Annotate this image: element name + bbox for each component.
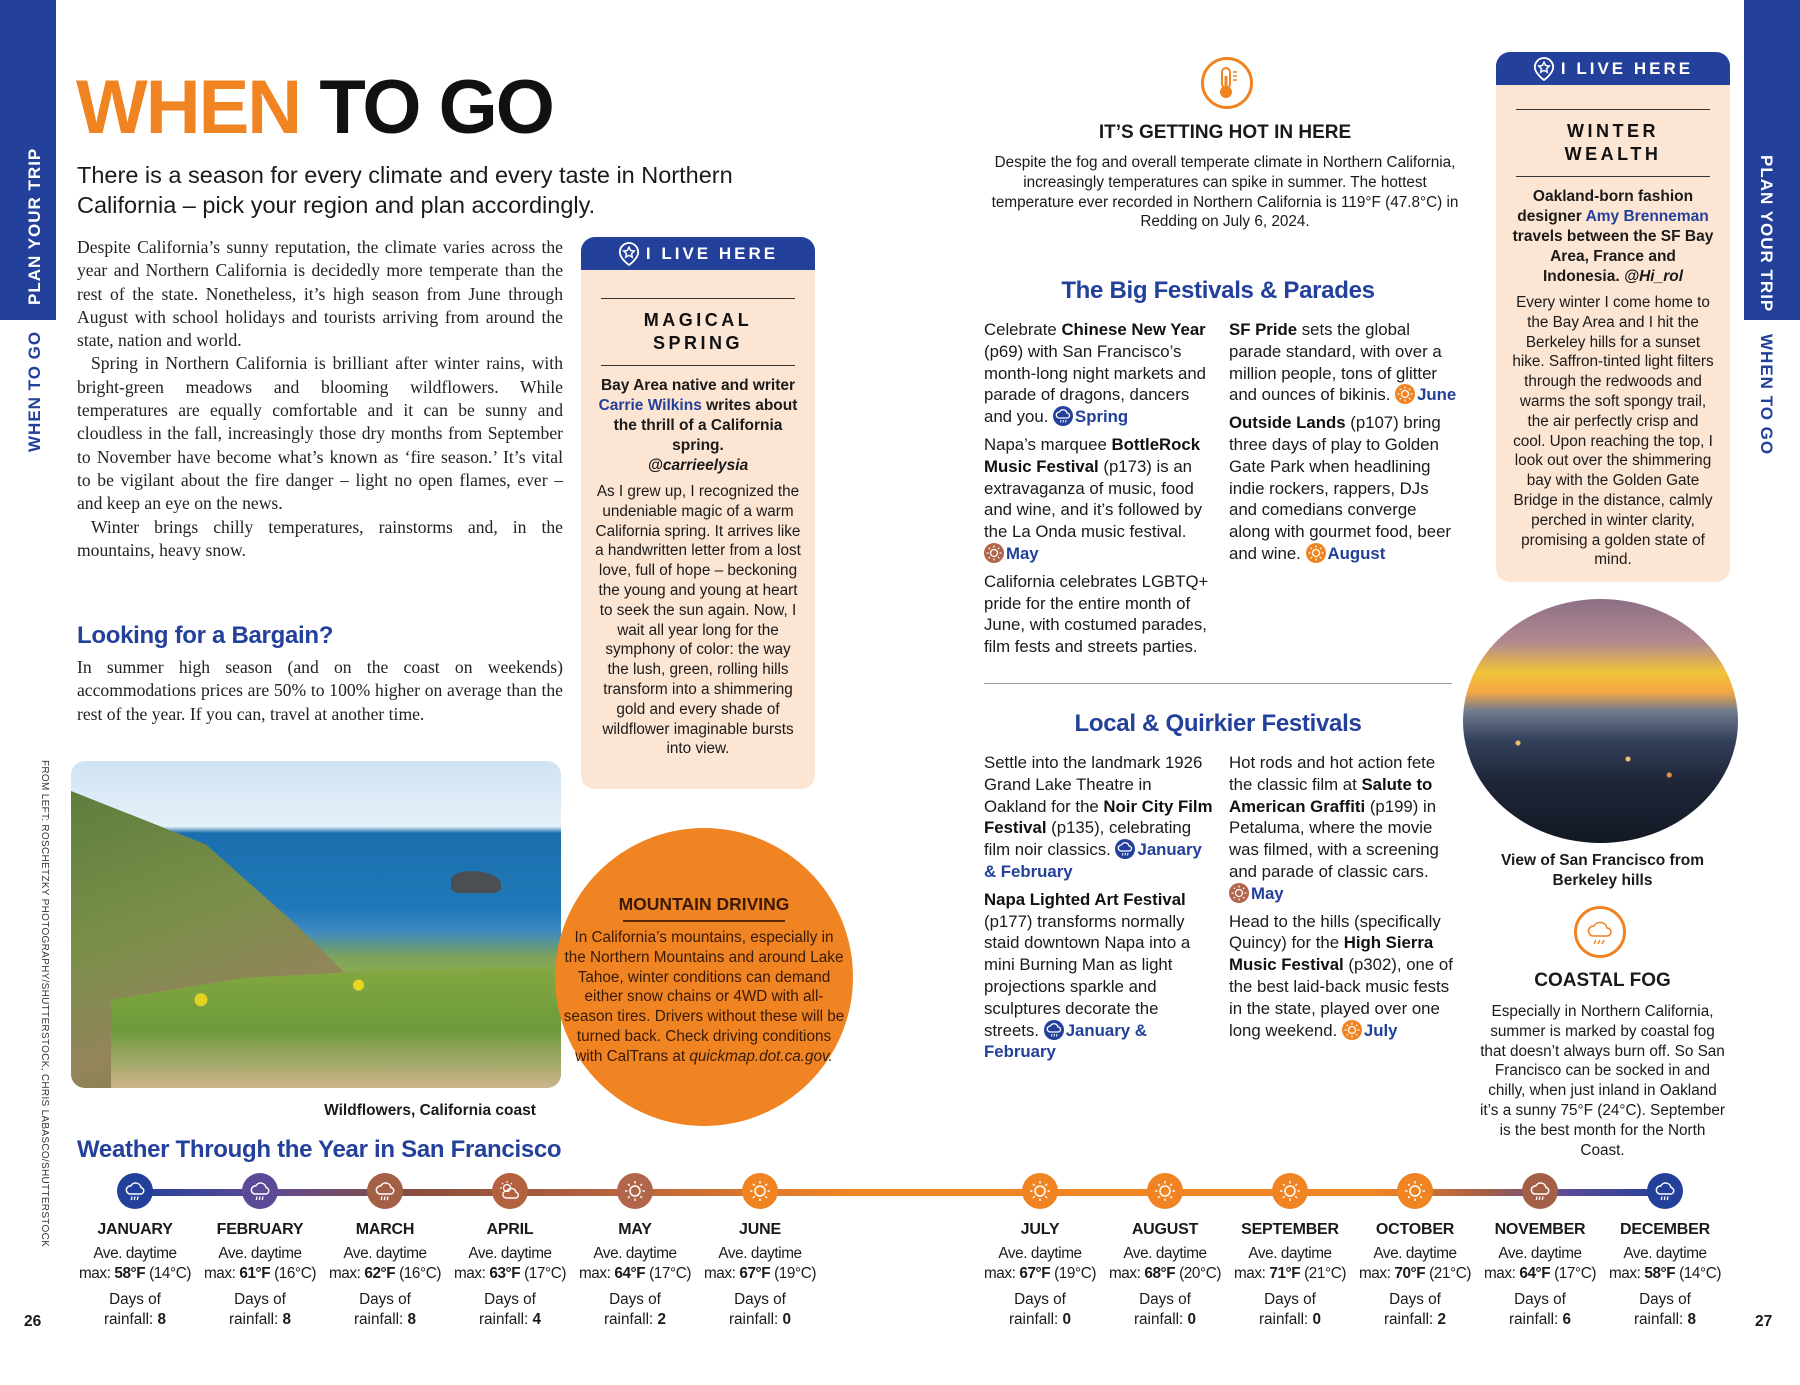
- month-temperature: Ave. daytime max: 70°F (21°C): [1358, 1245, 1472, 1282]
- card-body: Every winter I come home to the Bay Area and I hit the Berkeley hills for a sunset hike. Saffron-tinted light filters through the redwoods and warms the soft spongy trail, the air perfectly crisp and cool. Upon reaching the top, I look out over the shimmering bay with the Golden Gate Bridge in the distance, calmly perched in winter clarity, promising a golden state of mind.: [1512, 294, 1714, 569]
- rain-cloud-icon: [367, 1173, 403, 1209]
- intro-paragraph: Spring in Northern California is brilliant after winter rains, with bright-green meadows and blooming wildflowers. While temperatures are equally comfortable and it can be sunny and cloudless in the fall, increasingly those dry months from September to November have become what’s known as ‘fire season.’ It’s vital to be vigilant about the fire danger – light no open flames, ever – and keep an eye on the news.: [77, 353, 563, 514]
- month-name: NOVEMBER: [1494, 1221, 1586, 1238]
- month-rainfall: Days of rainfall: 0: [728, 1291, 792, 1328]
- weather-month-february: [197, 1173, 323, 1329]
- weather-month-september: [1227, 1173, 1353, 1329]
- month-temperature: Ave. daytime max: 67°F (19°C): [983, 1245, 1097, 1282]
- sun-icon: [617, 1173, 653, 1209]
- card-body: As I grew up, I recognized the undeniable magic of a warm California spring. It arrives like a handwritten letter from a lost love, full of hope – beckoning the young and young at heart to seek the sun again. Now, I wait all year long for the symphony of color: the way the lush, green, rolling hills transform into a shimmering gold and every shade of wildflower imaginable bursts into view.: [595, 483, 801, 758]
- month-name: JULY: [1020, 1221, 1060, 1238]
- month-name: JANUARY: [97, 1221, 173, 1238]
- month-rainfall: Days of rainfall: 8: [353, 1291, 417, 1328]
- rain-cloud-icon: [1647, 1173, 1683, 1209]
- author-name: Amy Brenneman: [1585, 208, 1709, 225]
- weather-month-november: [1477, 1173, 1603, 1329]
- sun-icon: [1272, 1173, 1308, 1209]
- month-temperature: Ave. daytime max: 64°F (17°C): [578, 1245, 692, 1282]
- section-label-right: PLAN YOUR TRIP: [1757, 155, 1776, 313]
- festival-item: Hot rods and hot action fete the classic film at Salute to American Graffiti (p199) in Petaluma, where the movie was filmed, with a screening and parade of classic cars. May: [1229, 753, 1439, 903]
- month-temperature: Ave. daytime max: 58°F (14°C): [1608, 1245, 1722, 1282]
- month-temperature: Ave. daytime max: 61°F (16°C): [203, 1245, 317, 1282]
- thermometer-icon: [1201, 57, 1253, 109]
- festival-item: Outside Lands (p107) bring three days of play to Golden Gate Park when headlining indie rockers, rappers, DJs and comedians converge along with gourmet food, beer and wine. August: [1229, 413, 1452, 563]
- page-number-right: 27: [1755, 1313, 1773, 1330]
- sun-icon: [1229, 883, 1249, 903]
- rain-cloud-icon: [1053, 406, 1073, 426]
- sun-icon: [1342, 1020, 1362, 1040]
- mountain-driving-title: MOUNTAIN DRIVING: [618, 894, 790, 914]
- weather-month-december: [1602, 1173, 1728, 1329]
- festival-item: SF Pride sets the global parade standard, with over a million people, tons of glitter and ounces of bikinis. June: [1229, 320, 1457, 405]
- weather-month-may: [572, 1173, 698, 1329]
- weather-month-august: [1102, 1173, 1228, 1329]
- month-rainfall: Days of rainfall: 0: [1258, 1291, 1322, 1328]
- big-festivals-col-1: [984, 319, 1212, 664]
- mountain-divider: [623, 920, 785, 922]
- month-rainfall: Days of rainfall: 8: [1633, 1291, 1697, 1328]
- month-rainfall: Days of rainfall: 8: [228, 1291, 292, 1328]
- month-temperature: Ave. daytime max: 71°F (21°C): [1233, 1245, 1347, 1282]
- month-rainfall: Days of rainfall: 0: [1133, 1291, 1197, 1328]
- chapter-label-right: WHEN TO GO: [1757, 334, 1776, 456]
- big-festivals-heading: The Big Festivals & Parades: [1061, 277, 1375, 304]
- sun-icon: [1147, 1173, 1183, 1209]
- caltrans-link[interactable]: quickmap.dot.ca.gov.: [689, 1047, 833, 1065]
- partly-cloudy-icon: [492, 1173, 528, 1209]
- weather-month-october: [1352, 1173, 1478, 1329]
- fog-text: Especially in Northern California, summer is marked by coastal fog that doesn’t always burn off. So San Francisco can be socked in and chilly, when just inland in Oakland it’s a sunny 75°F (24°C). September is the best month for the North Coast.: [1480, 1003, 1725, 1159]
- month-name: OCTOBER: [1375, 1221, 1455, 1238]
- bargain-heading: Looking for a Bargain?: [77, 622, 334, 649]
- i-live-here-badge: I LIVE HERE: [581, 237, 815, 270]
- sun-icon: [1395, 384, 1415, 404]
- rain-cloud-icon: [1522, 1173, 1558, 1209]
- month-name: DECEMBER: [1620, 1221, 1710, 1238]
- title-word-when: WHEN: [76, 65, 301, 150]
- author-name: Carrie Wilkins: [598, 397, 702, 414]
- photo-sf-from-berkeley: [1463, 599, 1738, 843]
- month-name: JUNE: [739, 1221, 781, 1238]
- map-pin-star-icon: [1533, 57, 1555, 81]
- i-live-here-badge: I LIVE HERE: [1496, 52, 1730, 85]
- month-rainfall: Days of rainfall: 8: [103, 1291, 167, 1328]
- standfirst: There is a season for every climate and every taste in Northern California – pick your region and plan accordingly.: [77, 162, 733, 218]
- big-festivals-col-2: [1229, 319, 1457, 571]
- weather-month-march: [322, 1173, 448, 1329]
- page-number-left: 26: [24, 1313, 42, 1330]
- photo-wildflowers-coast: [71, 761, 561, 1088]
- intro-paragraph: Winter brings chilly temperatures, rainstorms and, in the mountains, heavy snow.: [77, 516, 563, 560]
- rain-cloud-icon: [1044, 1020, 1064, 1040]
- card-intro: Bay Area native and writer Carrie Wilkins writes about the thrill of a California spring. @carrieelysia: [598, 377, 798, 474]
- local-festivals-col-2: [1229, 752, 1457, 1047]
- page-title: [76, 65, 553, 150]
- month-name: SEPTEMBER: [1241, 1221, 1339, 1238]
- title-word-to-go: TO GO: [319, 65, 553, 150]
- author-handle: @carrieelysia: [647, 457, 749, 474]
- weather-month-july: [977, 1173, 1103, 1329]
- month-name: MARCH: [355, 1221, 415, 1238]
- month-rainfall: Days of rainfall: 2: [603, 1291, 667, 1328]
- festival-item: Napa Lighted Art Festival (p177) transforms normally staid downtown Napa into a mini Burning Man as light projections sparkle and sculptures decorate the streets. January & February: [984, 889, 1191, 1062]
- i-live-here-card-winter: [1496, 52, 1730, 582]
- mountain-driving-text: In California’s mountains, especially in the Northern Mountains and around Lake Tahoe, winter conditions can demand either snow chains or 4WD with all-season tires. Drivers without these will be turned back. Check driving conditions with CalTrans at quickmap.dot.ca.gov.: [563, 929, 845, 1065]
- sun-icon: [1022, 1173, 1058, 1209]
- rain-cloud-icon: [1574, 906, 1626, 958]
- month-rainfall: Days of rainfall: 0: [1008, 1291, 1072, 1328]
- rain-cloud-icon: [242, 1173, 278, 1209]
- rain-cloud-icon: [117, 1173, 153, 1209]
- card-title: MAGICAL SPRING: [643, 310, 753, 353]
- month-temperature: Ave. daytime max: 64°F (17°C): [1483, 1245, 1597, 1282]
- fog-title: COASTAL FOG: [1534, 970, 1671, 991]
- weather-month-april: [447, 1173, 573, 1329]
- hot-text: Despite the fog and overall temperate climate in Northern California, increasingly temperatures can spike in summer. The hottest temperature ever recorded in Northern California is 119°F (47.8°C) in Redding on July 6, 2024.: [991, 154, 1459, 231]
- month-name: FEBRUARY: [216, 1221, 304, 1238]
- rain-cloud-icon: [1115, 839, 1135, 859]
- mountain-driving-box: [555, 828, 853, 1126]
- month-temperature: Ave. daytime max: 68°F (20°C): [1108, 1245, 1222, 1282]
- month-temperature: Ave. daytime max: 62°F (16°C): [328, 1245, 442, 1282]
- month-temperature: Ave. daytime max: 58°F (14°C): [78, 1245, 192, 1282]
- map-pin-star-icon: [618, 242, 640, 266]
- local-festivals-col-1: [984, 752, 1214, 1069]
- month-name: MAY: [618, 1221, 652, 1238]
- month-rainfall: Days of rainfall: 6: [1508, 1291, 1572, 1328]
- section-divider: [984, 683, 1452, 684]
- photo-credit: FROM LEFT: ROSCHETZKY PHOTOGRAPHY/SHUTTERSTOCK, CHRIS LABASCO/SHUTTERSTOCK: [39, 760, 50, 1248]
- i-live-here-card-spring: [581, 237, 815, 789]
- festival-item: Settle into the landmark 1926 Grand Lake Theatre in Oakland for the Noir City Film Festival (p135), celebrating film noir classics. January & February: [984, 753, 1213, 881]
- festival-item: Napa’s marquee BottleRock Music Festival (p173) is an extravaganza of music, food and wine, and it’s followed by the La Onda music festival. May: [984, 434, 1202, 563]
- card-intro: Oakland-born fashion designer Amy Brenneman travels between the SF Bay Area, France and Indonesia. @Hi_rol: [1512, 188, 1714, 285]
- month-rainfall: Days of rainfall: 4: [478, 1291, 542, 1328]
- sun-icon: [1306, 543, 1326, 563]
- photo-caption-sf: View of San Francisco from Berkeley hills: [1501, 852, 1704, 889]
- local-festivals-heading: Local & Quirkier Festivals: [1074, 710, 1362, 737]
- weather-title: Weather Through the Year in San Francisco: [77, 1136, 562, 1163]
- chapter-label-left: WHEN TO GO: [25, 330, 44, 452]
- card-title: WINTER WEALTH: [1564, 121, 1662, 164]
- month-temperature: Ave. daytime max: 67°F (19°C): [703, 1245, 817, 1282]
- month-name: APRIL: [486, 1221, 534, 1238]
- intro-paragraph: Despite California’s sunny reputation, the climate varies across the year and Northern California is decidedly more temperate than the rest of the state. Nonetheless, it’s high season from June through August with school holidays and tourists arriving from around the state, nation and world.: [77, 237, 563, 351]
- sun-icon: [1397, 1173, 1433, 1209]
- festival-item: California celebrates LGBTQ+ pride for the entire month of June, with costumed parades, film fests and streets parties.: [984, 571, 1209, 657]
- weather-month-january: [72, 1173, 198, 1329]
- hot-title: IT’S GETTING HOT IN HERE: [1098, 122, 1352, 143]
- photo-caption-coast: Wildflowers, California coast: [324, 1102, 536, 1119]
- author-handle: @Hi_rol: [1623, 268, 1683, 285]
- bargain-text: In summer high season (and on the coast on weekends) accommodations prices are 50% to 100% higher on average than the rest of the year. If you can, travel at another time.: [77, 657, 563, 724]
- weather-month-june: [697, 1173, 823, 1329]
- month-rainfall: Days of rainfall: 2: [1383, 1291, 1447, 1328]
- intro-text: [77, 236, 563, 562]
- month-name: AUGUST: [1131, 1221, 1199, 1238]
- sun-icon: [742, 1173, 778, 1209]
- festival-item: Celebrate Chinese New Year (p69) with San Francisco’s month-long night markets and parade of dragons, dancers and you. Spring: [984, 320, 1207, 427]
- section-label-left: PLAN YOUR TRIP: [25, 147, 44, 305]
- sun-icon: [984, 543, 1004, 563]
- festival-item: Head to the hills (specifically Quincy) for the High Sierra Music Festival (p302), one of the best laid-back music fests in the state, played over one long weekend. July: [1229, 911, 1453, 1040]
- month-temperature: Ave. daytime max: 63°F (17°C): [453, 1245, 567, 1282]
